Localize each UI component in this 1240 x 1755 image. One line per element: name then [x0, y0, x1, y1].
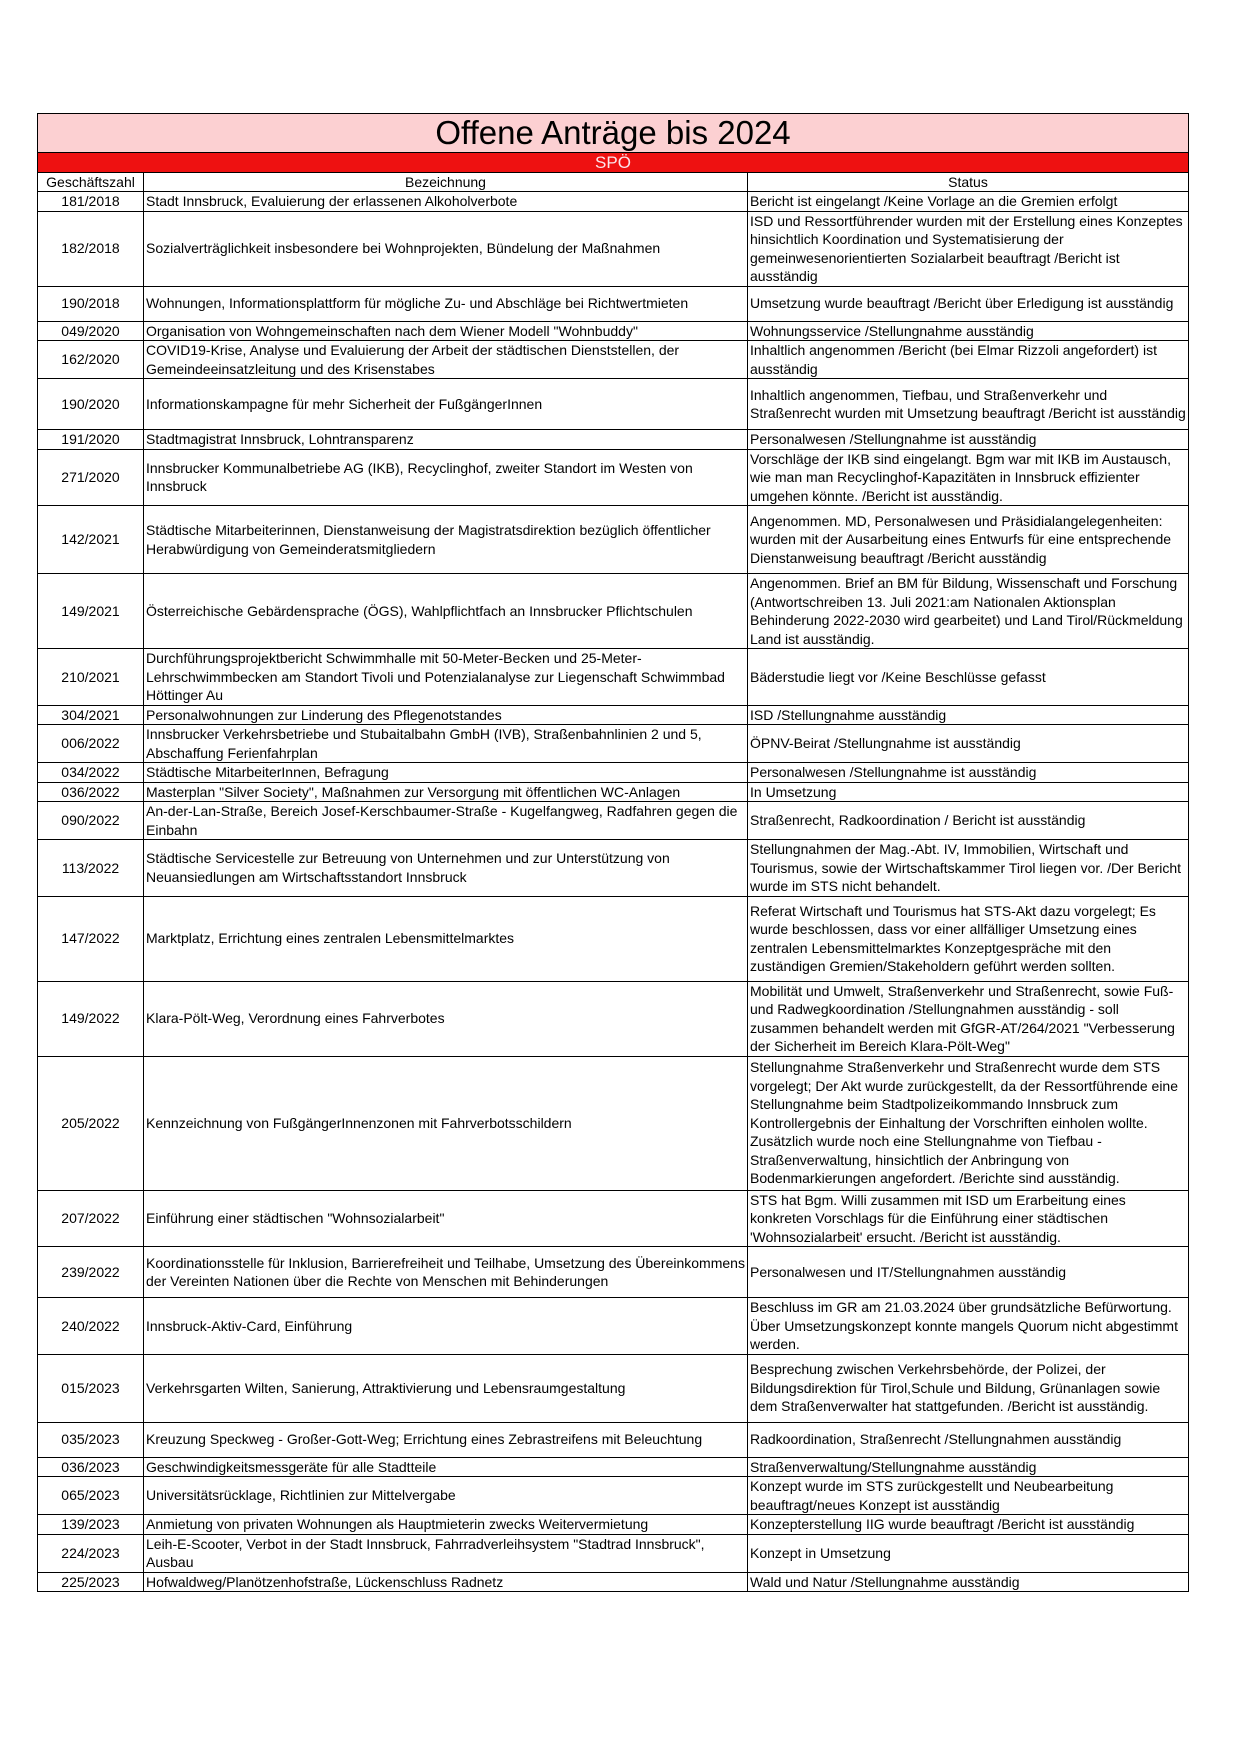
table-row: [38, 430, 1189, 450]
cell-geschaeftszahl: 006/2022: [38, 725, 144, 763]
cell-status: Vorschläge der IKB sind eingelangt. Bgm war mit IKB im Austausch, wie man man Recyclinghof-Kapazitäten in Innsbruck effizienter umgehen könnte. /Bericht ist ausständig.: [748, 449, 1189, 506]
cell-bezeichnung: Durchführungsprojektbericht Schwimmhalle mit 50-Meter-Becken und 25-Meter-Lehrschwimmbecken am Standort Tivoli und Potenzialanalyse zur Liegenschaft Schwimmbad Höttinger Au: [144, 649, 748, 706]
cell-geschaeftszahl: 149/2021: [38, 574, 144, 649]
cell-geschaeftszahl: 240/2022: [38, 1298, 144, 1355]
cell-status: Inhaltlich angenommen /Bericht (bei Elmar Rizzoli angefordert) ist ausständig: [748, 341, 1189, 379]
cell-bezeichnung: Stadt Innsbruck, Evaluierung der erlassenen Alkoholverbote: [144, 192, 748, 212]
cell-status: Personalwesen /Stellungnahme ist ausständig: [748, 763, 1189, 783]
motions-table: [37, 113, 1189, 1592]
table-row: [38, 1056, 1189, 1190]
cell-status: Besprechung zwischen Verkehrsbehörde, der Polizei, der Bildungsdirektion für Tirol,Schule und Bildung, Grünanlagen sowie dem Straßenverwalter hat stattgefunden. /Bericht ist ausständig.: [748, 1354, 1189, 1422]
party-banner: SPÖ: [38, 153, 1189, 173]
cell-status: Konzept wurde im STS zurückgestellt und Neubearbeitung beauftragt/neues Konzept ist ausständig: [748, 1477, 1189, 1515]
cell-bezeichnung: Marktplatz, Errichtung eines zentralen Lebensmittelmarktes: [144, 896, 748, 981]
cell-geschaeftszahl: 090/2022: [38, 802, 144, 840]
table-row: [38, 1457, 1189, 1477]
cell-geschaeftszahl: 036/2022: [38, 782, 144, 802]
cell-status: Bericht ist eingelangt /Keine Vorlage an die Gremien erfolgt: [748, 192, 1189, 212]
cell-bezeichnung: Österreichische Gebärdensprache (ÖGS), Wahlpflichtfach an Innsbrucker Pflichtschulen: [144, 574, 748, 649]
cell-bezeichnung: Wohnungen, Informationsplattform für mögliche Zu- und Abschläge bei Richtwertmieten: [144, 286, 748, 321]
cell-geschaeftszahl: 182/2018: [38, 211, 144, 286]
table-row: [38, 341, 1189, 379]
open-motions-sheet: [37, 113, 1188, 1592]
cell-bezeichnung: Universitätsrücklage, Richtlinien zur Mittelvergabe: [144, 1477, 748, 1515]
cell-bezeichnung: Innsbruck-Aktiv-Card, Einführung: [144, 1298, 748, 1355]
table-row: [38, 506, 1189, 574]
column-header-geschaeftszahl: Geschäftszahl: [38, 173, 144, 192]
table-row: [38, 211, 1189, 286]
cell-geschaeftszahl: 113/2022: [38, 840, 144, 897]
header-row: [38, 173, 1189, 192]
cell-geschaeftszahl: 036/2023: [38, 1457, 144, 1477]
table-row: [38, 1422, 1189, 1457]
table-row: [38, 321, 1189, 341]
cell-bezeichnung: Hofwaldweg/Planötzenhofstraße, Lückenschluss Radnetz: [144, 1572, 748, 1592]
table-row: [38, 981, 1189, 1056]
table-row: [38, 1190, 1189, 1247]
cell-status: ÖPNV-Beirat /Stellungnahme ist ausständig: [748, 725, 1189, 763]
cell-geschaeftszahl: 015/2023: [38, 1354, 144, 1422]
cell-geschaeftszahl: 034/2022: [38, 763, 144, 783]
cell-status: Angenommen. Brief an BM für Bildung, Wissenschaft und Forschung (Antwortschreiben 13. Juli 2021:am Nationalen Aktionsplan Behinderung 2022-2030 wird gearbeitet) und Land Tirol/Rückmeldung Land ist ausständig.: [748, 574, 1189, 649]
cell-bezeichnung: Kreuzung Speckweg - Großer-Gott-Weg; Errichtung eines Zebrastreifens mit Beleuchtung: [144, 1422, 748, 1457]
table-row: [38, 1298, 1189, 1355]
cell-status: Radkoordination, Straßenrecht /Stellungnahmen ausständig: [748, 1422, 1189, 1457]
cell-status: Beschluss im GR am 21.03.2024 über grundsätzliche Befürwortung. Über Umsetzungskonzept konnte mangels Quorum nicht abgestimmt werden.: [748, 1298, 1189, 1355]
table-row: [38, 379, 1189, 430]
cell-geschaeftszahl: 271/2020: [38, 449, 144, 506]
cell-status: Umsetzung wurde beauftragt /Bericht über Erledigung ist ausständig: [748, 286, 1189, 321]
cell-bezeichnung: Städtische MitarbeiterInnen, Befragung: [144, 763, 748, 783]
cell-status: Straßenrecht, Radkoordination / Bericht ist ausständig: [748, 802, 1189, 840]
cell-geschaeftszahl: 065/2023: [38, 1477, 144, 1515]
cell-bezeichnung: Innsbrucker Kommunalbetriebe AG (IKB), Recyclinghof, zweiter Standort im Westen von Innsbruck: [144, 449, 748, 506]
cell-geschaeftszahl: 207/2022: [38, 1190, 144, 1247]
cell-status: Wald und Natur /Stellungnahme ausständig: [748, 1572, 1189, 1592]
cell-geschaeftszahl: 191/2020: [38, 430, 144, 450]
cell-bezeichnung: Koordinationsstelle für Inklusion, Barrierefreiheit und Teilhabe, Umsetzung des Übereinkommens der Vereinten Nationen über die Rechte von Menschen mit Behinderungen: [144, 1247, 748, 1298]
cell-status: Inhaltlich angenommen, Tiefbau, und Straßenverkehr und Straßenrecht wurden mit Umsetzung beauftragt /Bericht ist ausständig: [748, 379, 1189, 430]
cell-bezeichnung: An-der-Lan-Straße, Bereich Josef-Kerschbaumer-Straße - Kugelfangweg, Radfahren gegen die Einbahn: [144, 802, 748, 840]
cell-geschaeftszahl: 147/2022: [38, 896, 144, 981]
cell-status: Konzept in Umsetzung: [748, 1534, 1189, 1572]
table-row: [38, 1354, 1189, 1422]
table-row: [38, 1534, 1189, 1572]
cell-bezeichnung: Stadtmagistrat Innsbruck, Lohntransparenz: [144, 430, 748, 450]
column-header-bezeichnung: Bezeichnung: [144, 173, 748, 192]
cell-bezeichnung: Städtische Servicestelle zur Betreuung von Unternehmen und zur Unterstützung von Neuansiedlungen am Wirtschaftsstandort Innsbruck: [144, 840, 748, 897]
cell-bezeichnung: Masterplan "Silver Society", Maßnahmen zur Versorgung mit öffentlichen WC-Anlagen: [144, 782, 748, 802]
table-row: [38, 840, 1189, 897]
cell-geschaeftszahl: 239/2022: [38, 1247, 144, 1298]
table-row: [38, 1515, 1189, 1535]
table-row: [38, 802, 1189, 840]
cell-geschaeftszahl: 149/2022: [38, 981, 144, 1056]
cell-geschaeftszahl: 225/2023: [38, 1572, 144, 1592]
cell-bezeichnung: Informationskampagne für mehr Sicherheit der FußgängerInnen: [144, 379, 748, 430]
title-row: [38, 114, 1189, 153]
cell-geschaeftszahl: 139/2023: [38, 1515, 144, 1535]
table-row: [38, 1477, 1189, 1515]
cell-status: Bäderstudie liegt vor /Keine Beschlüsse gefasst: [748, 649, 1189, 706]
cell-bezeichnung: Personalwohnungen zur Linderung des Pflegenotstandes: [144, 705, 748, 725]
table-row: [38, 192, 1189, 212]
cell-geschaeftszahl: 162/2020: [38, 341, 144, 379]
cell-status: Stellungnahme Straßenverkehr und Straßenrecht wurde dem STS vorgelegt; Der Akt wurde zurückgestellt, da der Ressortführende eine Stellungnahme beim Stadtpolizeikommando Innsbruck zum Kontrollergebnis der Einhaltung der Vorschriften einholen wollte. Zusätzlich wurde noch eine Stellungnahme von Tiefbau - Straßenverwaltung, hinsichtlich der Anbringung von Bodenmarkierungen angefordert. /Berichte sind ausständig.: [748, 1056, 1189, 1190]
table-row: [38, 782, 1189, 802]
cell-status: Personalwesen /Stellungnahme ist ausständig: [748, 430, 1189, 450]
table-row: [38, 574, 1189, 649]
table-row: [38, 705, 1189, 725]
cell-status: Referat Wirtschaft und Tourismus hat STS-Akt dazu vorgelegt; Es wurde beschlossen, dass vor einer allfälliger Umsetzung eines zentralen Lebensmittelmarktes Konzeptgespräche mit den zuständigen Gremien/Stakeholdern geführt werden sollten.: [748, 896, 1189, 981]
table-row: [38, 649, 1189, 706]
cell-bezeichnung: COVID19-Krise, Analyse und Evaluierung der Arbeit der städtischen Dienststellen, der Gemeindeeinsatzleitung und des Krisenstabes: [144, 341, 748, 379]
cell-status: Angenommen. MD, Personalwesen und Präsidialangelegenheiten: wurden mit der Ausarbeitung eines Entwurfs für eine entsprechende Dienstanweisung beauftragt /Bericht ausständig: [748, 506, 1189, 574]
cell-bezeichnung: Klara-Pölt-Weg, Verordnung eines Fahrverbotes: [144, 981, 748, 1056]
cell-status: Stellungnahmen der Mag.-Abt. IV, Immobilien, Wirtschaft und Tourismus, sowie der Wirtschaftskammer Tirol liegen vor. /Der Bericht wurde im STS nicht behandelt.: [748, 840, 1189, 897]
cell-bezeichnung: Anmietung von privaten Wohnungen als Hauptmieterin zwecks Weitervermietung: [144, 1515, 748, 1535]
cell-geschaeftszahl: 035/2023: [38, 1422, 144, 1457]
cell-geschaeftszahl: 049/2020: [38, 321, 144, 341]
cell-geschaeftszahl: 224/2023: [38, 1534, 144, 1572]
cell-bezeichnung: Leih-E-Scooter, Verbot in der Stadt Innsbruck, Fahrradverleihsystem "Stadtrad Innsbruck", Ausbau: [144, 1534, 748, 1572]
cell-bezeichnung: Innsbrucker Verkehrsbetriebe und Stubaitalbahn GmbH (IVB), Straßenbahnlinien 2 und 5, Abschaffung Ferienfahrplan: [144, 725, 748, 763]
cell-bezeichnung: Verkehrsgarten Wilten, Sanierung, Attraktivierung und Lebensraumgestaltung: [144, 1354, 748, 1422]
table-row: [38, 1247, 1189, 1298]
cell-geschaeftszahl: 205/2022: [38, 1056, 144, 1190]
cell-geschaeftszahl: 190/2020: [38, 379, 144, 430]
cell-bezeichnung: Sozialverträglichkeit insbesondere bei Wohnprojekten, Bündelung der Maßnahmen: [144, 211, 748, 286]
cell-bezeichnung: Kennzeichnung von FußgängerInnenzonen mit Fahrverbotsschildern: [144, 1056, 748, 1190]
cell-bezeichnung: Einführung einer städtischen "Wohnsozialarbeit": [144, 1190, 748, 1247]
table-row: [38, 449, 1189, 506]
table-row: [38, 1572, 1189, 1592]
column-header-status: Status: [748, 173, 1189, 192]
table-row: [38, 763, 1189, 783]
cell-bezeichnung: Städtische Mitarbeiterinnen, Dienstanweisung der Magistratsdirektion bezüglich öffentlicher Herabwürdigung von Gemeinderatsmitgliedern: [144, 506, 748, 574]
cell-status: Mobilität und Umwelt, Straßenverkehr und Straßenrecht, sowie Fuß- und Radwegkoordination /Stellungnahmen ausständig - soll zusammen behandelt werden mit GfGR-AT/264/2021 "Verbesserung der Sicherheit im Bereich Klara-Pölt-Weg": [748, 981, 1189, 1056]
cell-geschaeftszahl: 304/2021: [38, 705, 144, 725]
cell-status: In Umsetzung: [748, 782, 1189, 802]
cell-status: STS hat Bgm. Willi zusammen mit ISD um Erarbeitung eines konkreten Vorschlags für die Einführung einer städtischen 'Wohnsozialarbeit' ersucht. /Bericht ist ausständig.: [748, 1190, 1189, 1247]
cell-status: Wohnungsservice /Stellungnahme ausständig: [748, 321, 1189, 341]
cell-geschaeftszahl: 181/2018: [38, 192, 144, 212]
cell-status: Straßenverwaltung/Stellungnahme ausständig: [748, 1457, 1189, 1477]
table-row: [38, 896, 1189, 981]
cell-geschaeftszahl: 142/2021: [38, 506, 144, 574]
cell-status: ISD und Ressortführender wurden mit der Erstellung eines Konzeptes hinsichtlich Koordination und Systematisierung der gemeinwesenorientierten Sozialarbeit beauftragt /Bericht ist ausständig: [748, 211, 1189, 286]
party-row: [38, 153, 1189, 173]
cell-status: Personalwesen und IT/Stellungnahmen ausständig: [748, 1247, 1189, 1298]
cell-bezeichnung: Organisation von Wohngemeinschaften nach dem Wiener Modell "Wohnbuddy": [144, 321, 748, 341]
table-row: [38, 725, 1189, 763]
cell-geschaeftszahl: 190/2018: [38, 286, 144, 321]
cell-status: Konzepterstellung IIG wurde beauftragt /Bericht ist ausständig: [748, 1515, 1189, 1535]
page-title: Offene Anträge bis 2024: [38, 114, 1189, 153]
table-row: [38, 286, 1189, 321]
cell-bezeichnung: Geschwindigkeitsmessgeräte für alle Stadtteile: [144, 1457, 748, 1477]
cell-geschaeftszahl: 210/2021: [38, 649, 144, 706]
cell-status: ISD /Stellungnahme ausständig: [748, 705, 1189, 725]
